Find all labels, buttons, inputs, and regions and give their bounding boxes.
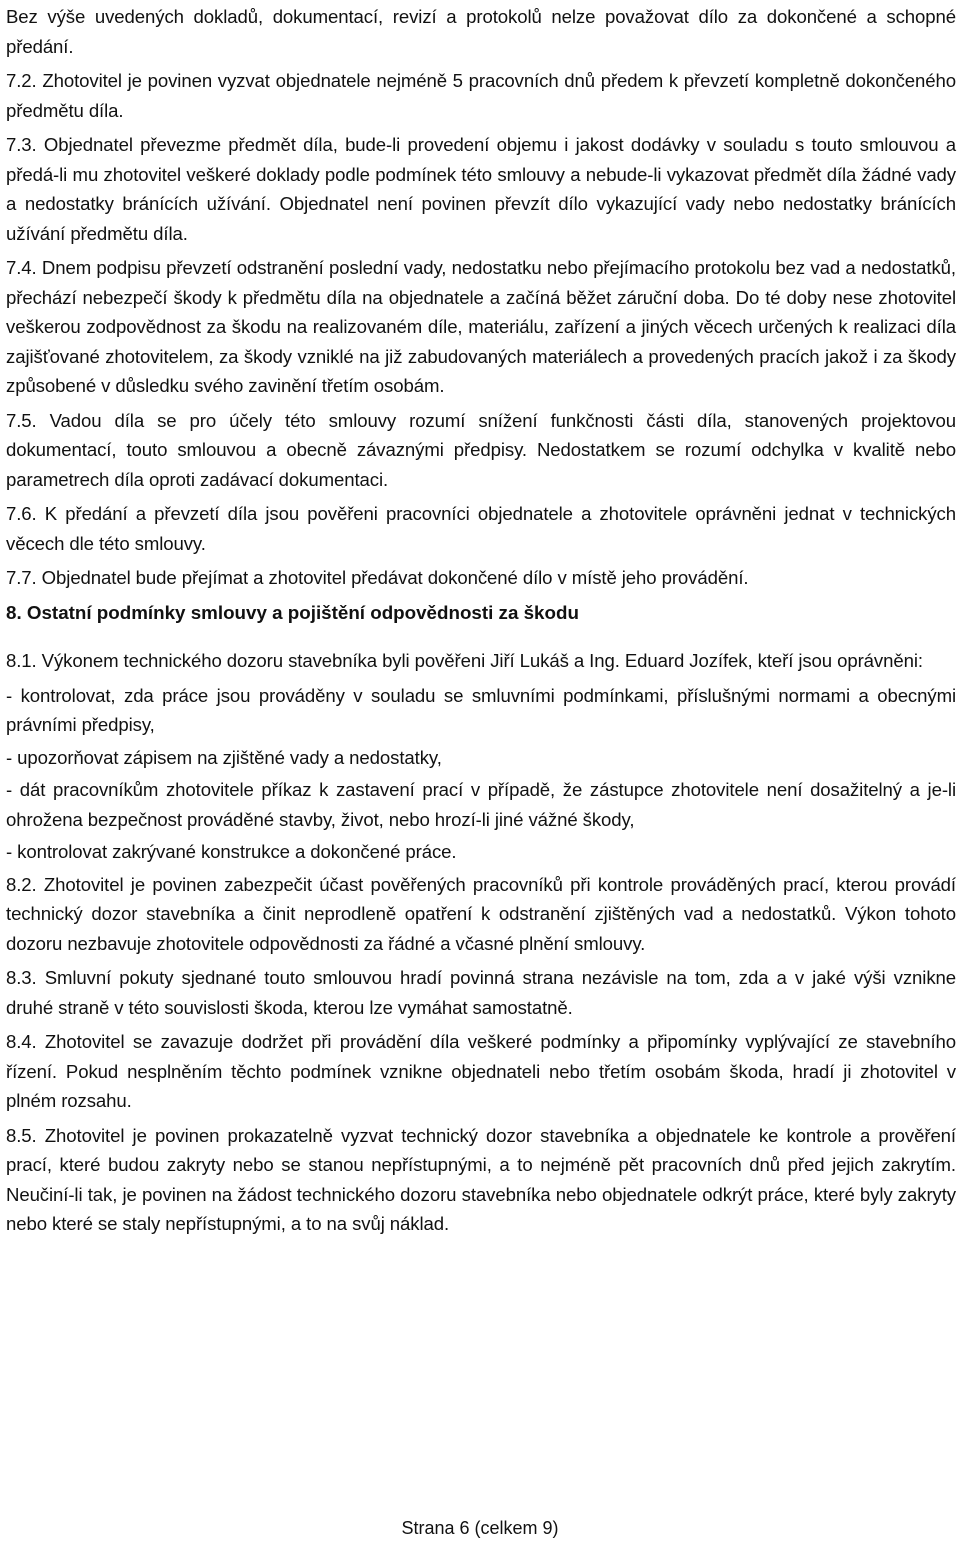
paragraph-7-3: 7.3. Objednatel převezme předmět díla, bude-li provedení objemu i jakost dodávky v souladu s touto smlouvou a předá-li mu zhotovitel veškeré doklady podle podmínek této smlouvy a nebude-li vykazovat předmět díla žádné vady a nedostatky bránících užívání. Objednatel není povinen převzít dílo vykazující vady nebo nedostatky bránících užívání předmětu díla. [6, 134, 956, 244]
paragraph-7-2: 7.2. Zhotovitel je povinen vyzvat objednatele nejméně 5 pracovních dnů předem k převzetí kompletně dokončeného předmětu díla. [6, 70, 956, 121]
paragraph-7-7: 7.7. Objednatel bude přejímat a zhotovitel předávat dokončené dílo v místě jeho provádění. [6, 567, 749, 588]
paragraph-7-5: 7.5. Vadou díla se pro účely této smlouvy rozumí snížení funkčnosti části díla, stanovených projektovou dokumentací, touto smlouvou a obecně závaznými předpisy. Nedostatkem se rozumí odchylka v kvalitě nebo parametrech díla oproti zadávací dokumentaci. [6, 409, 956, 490]
paragraph-8-1: 8.1. Výkonem technického dozoru stavebníka byli pověřeni Jiří Lukáš a Ing. Eduard Jozífek, kteří jsou oprávněni: [6, 650, 923, 671]
paragraph-8-2: 8.2. Zhotovitel je povinen zabezpečit účast pověřených pracovníků při kontrole prováděných prací, kterou provádí technický dozor stavebníka a činit neprodleně opatření k odstranění zjištěných vad a nedostatků. Výkon tohoto dozoru nezbavuje zhotovitele odpovědnosti za řádné a včasné plnění smlouvy. [6, 873, 956, 954]
page-number-footer: Strana 6 (celkem 9) [401, 1518, 559, 1538]
paragraph-7-4: 7.4. Dnem podpisu převzetí odstranění poslední vady, nedostatku nebo přejímacího protokolu bez vad a nedostatků, přechází nebezpečí škody k předmětu díla na objednatele a začíná běžet záruční doba. Do té doby nese zhotovitel veškerou zodpovědnost za škodu na realizovaném díle, materiálu, zařízení a jiných věcech určených k realizaci díla zajišťované zhotovitelem, za škody vzniklé na již zabudovaných materiálech a provedených pracích jakož i za škody způsobené v důsledku svého zavinění třetím osobám. [6, 257, 956, 396]
paragraph-7-6: 7.6. K předání a převzetí díla jsou pověřeni pracovníci objednatele a zhotovitele oprávněni jednat v technických věcech dle této smlouvy. [6, 503, 956, 554]
paragraph-8-4: 8.4. Zhotovitel se zavazuje dodržet při provádění díla veškeré podmínky a připomínky vyplývající ze stavebního řízení. Pokud nesplněním těchto podmínek vznikne objednateli nebo třetím osobám škoda, hradí ji zhotovitel v plném rozsahu. [6, 1031, 956, 1111]
list-item: - dát pracovníkům zhotovitele příkaz k zastavení prací v případě, že zástupce zhotovitele není dosažitelný a je-li ohrožena bezpečnost prováděné stavby, život, nebo hrozí-li jiné vážné škody, [6, 779, 956, 830]
list-item: - kontrolovat zakrývané konstrukce a dokončené práce. [6, 841, 457, 862]
document-page [6, 2, 956, 1244]
paragraph-intro: Bez výše uvedených dokladů, dokumentací, revizí a protokolů nelze považovat dílo za dokončené a schopné předání. [6, 6, 956, 57]
paragraph-8-3: 8.3. Smluvní pokuty sjednané touto smlouvou hradí povinná strana nezávisle na tom, zda a v jaké výši vznikne druhé straně v této souvislosti škoda, kterou lze vymáhat samostatně. [6, 967, 956, 1018]
list-item: - upozorňovat zápisem na zjištěné vady a nedostatky, [6, 746, 442, 768]
paragraph-8-5: 8.5. Zhotovitel je povinen prokazatelně vyzvat technický dozor stavebníka a objednatele ke kontrole a prověření prací, které budou zakryty nebo se stanou nepřístupnými, a to nejméně pět pracovních dnů před jejich zakrytím. Neučiní-li tak, je povinen na žádost technického dozoru stavebníka nebo objednatele odkrýt práce, které byly zakryty nebo které se staly nepřístupnými, a to na svůj náklad. [6, 1124, 956, 1234]
list-item: - kontrolovat, zda práce jsou prováděny v souladu se smluvními podmínkami, příslušnými normami a obecnými právními předpisy, [6, 684, 956, 735]
section-heading: 8. Ostatní podmínky smlouvy a pojištění odpovědnosti za škodu [6, 601, 579, 623]
